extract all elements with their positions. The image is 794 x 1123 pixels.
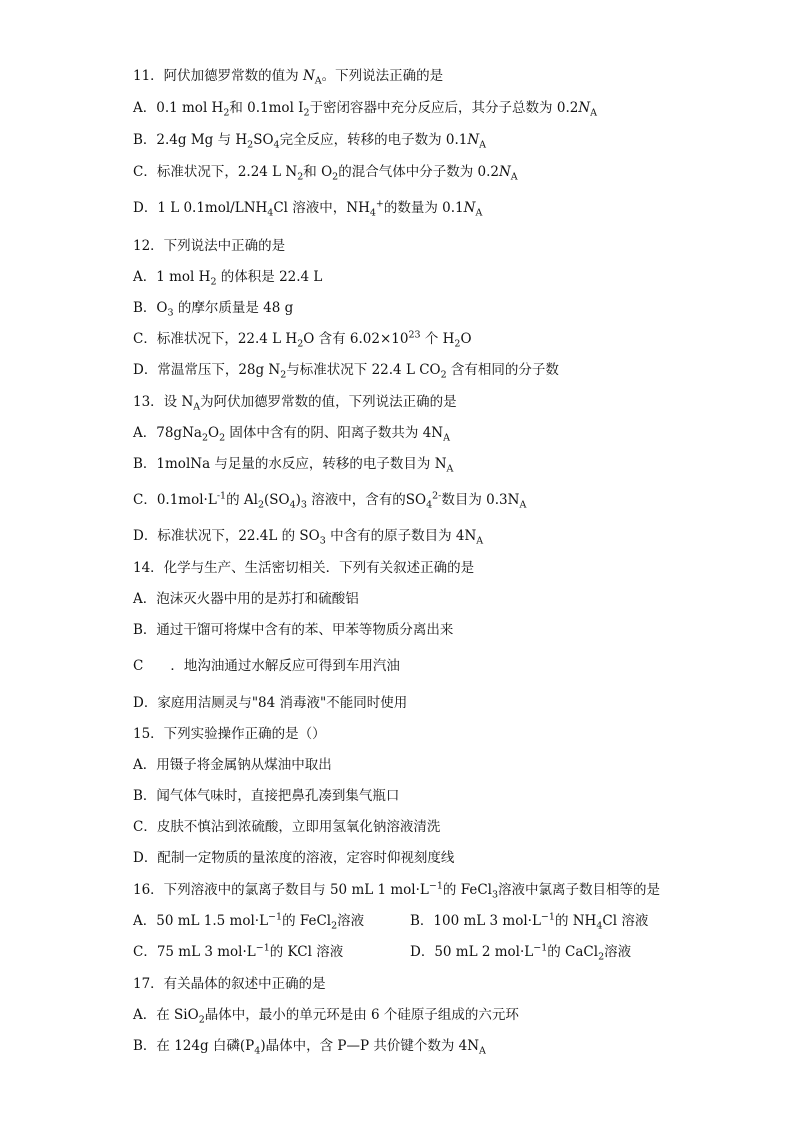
question-16-option-b: B．100 mL 3 $mol\cdot L^{-1}$的 $NH_4Cl$ 溶液 [410,911,649,932]
question-11-option-a: A．0.1 mol $H_2$和 0.1mol $I_2$于密闭容器中充分反应后，其分子总数为 $0.2N_A$ [133,100,598,119]
question-12-option-b: B．$O_3$ 的摩尔质量是 48 g [133,300,294,319]
question-13-stem: 13．设 $N_A$为阿伏加德罗常数的值，下列说法正确的是 [133,394,457,413]
question-11-stem: 11．阿伏加德罗常数的值为 $N_A$。下列说法正确的是 [133,68,444,87]
question-15-option-c: C．皮肤不慎沾到浓硫酸，立即用氢氧化钠溶液清洗 [133,819,441,835]
question-16-stem: 16．下列溶液中的氯离子数目与 50 mL 1 $mol\cdot L^{-1}$的 FeCl$_3$溶液中氯离子数目相等的是 [133,880,661,901]
question-14-option-a: A．泡沫灭火器中用的是苏打和硫酸铝 [133,591,359,607]
question-12-option-a: A．1 mol $H_2$ 的体积是 22.4 L [133,269,323,288]
question-14-option-c: C ．地沟油通过水解反应可得到车用汽油 [133,658,400,674]
question-13-option-b: B．1molNa 与足量的水反应，转移的电子数目为 $N_A$ [133,456,454,475]
question-13-option-d: D．标准状况下，22.4L 的 $SO_3$ 中含有的原子数目为 $4N_A$ [133,528,484,547]
question-16-option-c: C．75 mL 3 $mol\cdot L^{-1}$的 KCl 溶液 [133,942,344,960]
question-11-option-d: D．1 L $0.1mol/LNH_4Cl$ 溶液中，$NH_4^+$的数量为 $0.1N_A$ [133,198,483,219]
question-16-option-a: A．50 mL 1.5 $mol\cdot L^{-1}$的 FeCl$_2$溶液 [133,911,365,932]
question-14-stem: 14．化学与生产、生活密切相关．下列有关叙述正确的是 [133,560,475,576]
question-17-stem: 17．有关晶体的叙述中正确的是 [133,976,326,992]
question-17-option-b: B．在 124g 白磷$(P_4)$晶体中，含 P—P 共价键个数为 $4N_A$ [133,1038,486,1057]
question-13-option-a: A．$78gNa_2O_2$ 固体中含有的阴、阳离子数共为 $4N_A$ [133,425,450,444]
question-15-option-d: D．配制一定物质的量浓度的溶液，定容时仰视刻度线 [133,850,455,866]
question-12-stem: 12．下列说法中正确的是 [133,238,286,254]
question-12-option-d: D．常温常压下，28g $N_2$与标准状况下 22.4 L $CO_2$ 含有相同的分子数 [133,362,559,381]
question-12-option-c: C．标准状况下，22.4 L $H_2O$ 含有 $6.02\times 10^{23}$ 个 $H_2O$ [133,329,472,350]
question-15-option-b: B．闻气体气味时，直接把鼻孔凑到集气瓶口 [133,788,400,804]
question-14-option-d: D．家庭用洁厕灵与"84 消毒液"不能同时使用 [133,695,408,711]
question-14-option-b: B．通过干馏可将煤中含有的苯、甲苯等物质分离出来 [133,622,454,638]
question-11-option-b: B．2.4g Mg 与 $H_2SO_4$完全反应，转移的电子数为 $0.1N_A$ [133,132,487,151]
question-17-option-a: A．在 SiO$_2$晶体中，最小的单元环是由 6 个硅原子组成的六元环 [133,1007,519,1026]
question-15-option-a: A．用镊子将金属钠从煤油中取出 [133,757,332,773]
question-11-option-c: C．标准状况下，2.24 L $N_2$和 $O_2$的混合气体中分子数为 $0.2N_A$ [133,164,518,183]
question-16-option-d: D．50 mL 2 $mol\cdot L^{-1}$的 CaCl$_2$溶液 [410,942,632,963]
question-15-stem: 15．下列实验操作正确的是（） [133,726,326,742]
question-13-option-c: C．$0.1mol\cdot L^{-1}$的 $Al_2(SO_4)_3$ 溶液中，含有的$SO_4^{2-}$数目为 $0.3N_A$ [133,490,527,511]
